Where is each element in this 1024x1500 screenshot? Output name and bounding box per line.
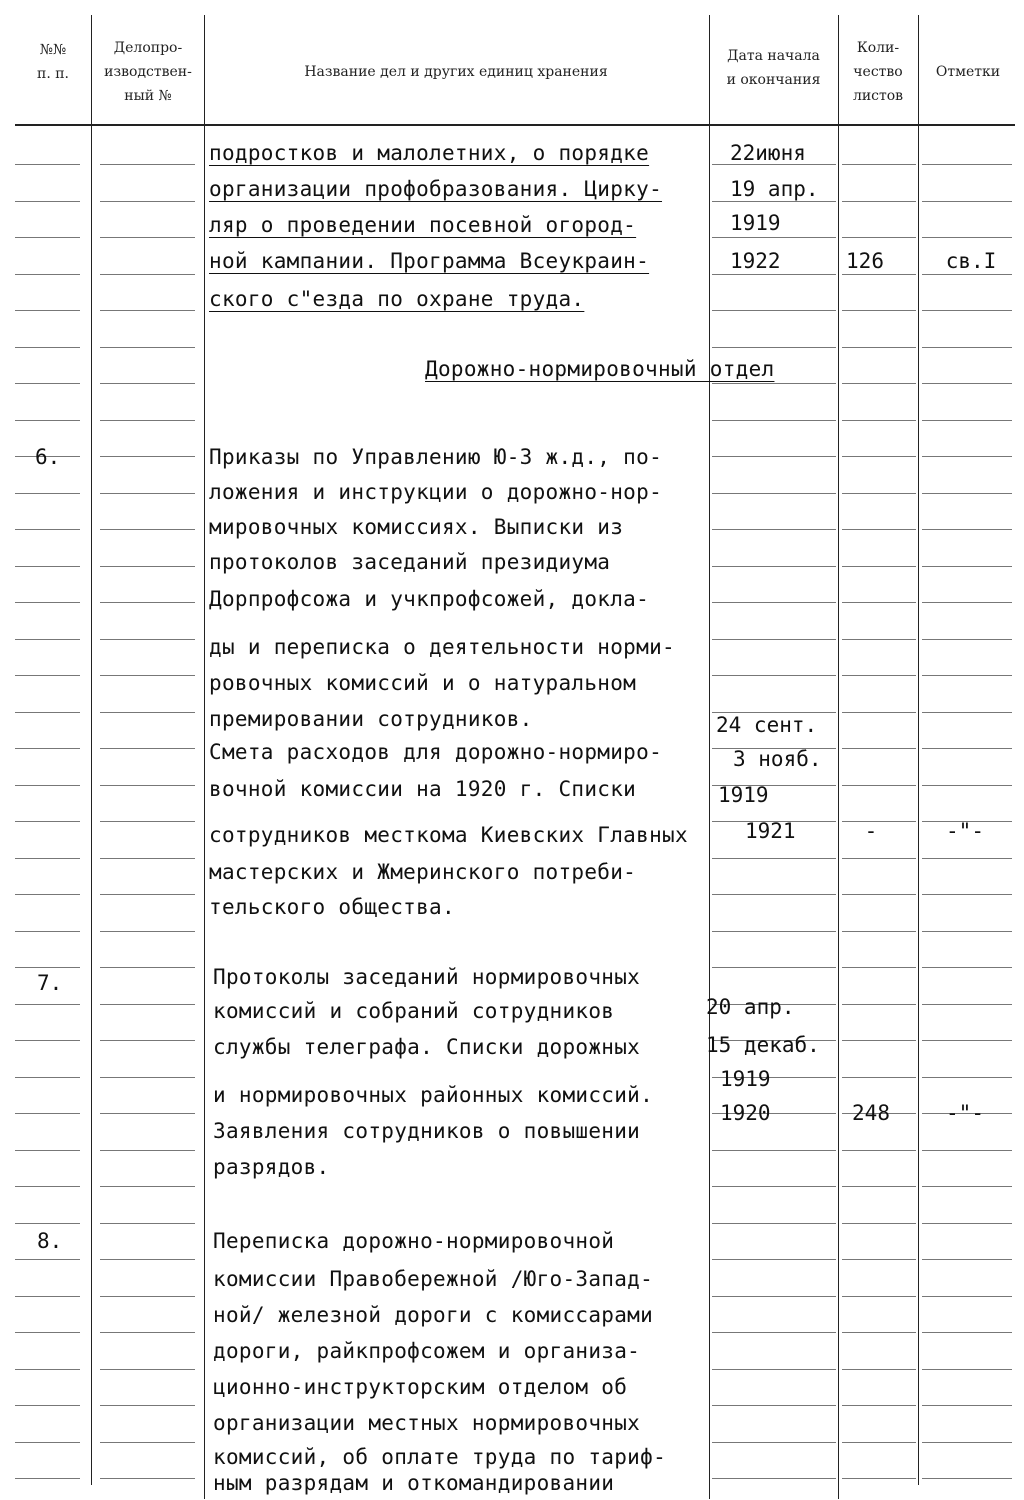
ruled-line xyxy=(15,274,80,275)
ruled-line xyxy=(15,493,80,494)
ruled-line xyxy=(922,529,1012,530)
header-num: №№ п. п. xyxy=(36,42,69,82)
entry-text-line: подростков и малолетних, о порядке xyxy=(209,141,650,165)
entry-text-line: мастерских и Жмеринского потреби- xyxy=(209,860,637,884)
entry-text-line: ным разрядам и откомандировании xyxy=(213,1471,615,1495)
ruled-line xyxy=(100,1150,195,1151)
ruled-line xyxy=(15,1369,80,1370)
ruled-line xyxy=(15,602,80,603)
ruled-line xyxy=(922,237,1012,238)
ruled-line xyxy=(100,274,195,275)
entry-text-line: протоколов заседаний президиума xyxy=(209,550,611,574)
date-value: 1922 xyxy=(730,249,781,273)
entry-text-line: ровочных комиссий и о натуральном xyxy=(209,671,637,695)
ruled-line xyxy=(922,493,1012,494)
ruled-line xyxy=(842,420,916,421)
ruled-line xyxy=(842,931,916,932)
ruled-line xyxy=(15,347,80,348)
column-divider xyxy=(709,15,710,1499)
date-value: 1921 xyxy=(745,819,796,843)
ruled-line xyxy=(712,1478,836,1479)
ruled-line xyxy=(100,1332,195,1333)
ruled-line xyxy=(100,1442,195,1443)
ruled-line xyxy=(15,821,80,822)
sheet-count: - xyxy=(864,819,878,843)
header-office-number: Делопро- изводствен- ный № xyxy=(104,40,192,104)
entry-text-line: ды и переписка о деятельности норми- xyxy=(209,635,675,659)
ruled-line xyxy=(712,1405,836,1406)
date-value: 22июня xyxy=(730,141,806,165)
ruled-line xyxy=(15,1077,80,1078)
ruled-line xyxy=(15,420,80,421)
ruled-line xyxy=(15,1405,80,1406)
ruled-line xyxy=(712,675,836,676)
ruled-line xyxy=(922,310,1012,311)
ruled-line xyxy=(100,1004,195,1005)
ruled-line xyxy=(922,1186,1012,1187)
ruled-line xyxy=(922,1040,1012,1041)
ruled-line xyxy=(842,237,916,238)
sheet-count: 126 xyxy=(846,249,884,273)
ruled-line xyxy=(922,1077,1012,1078)
entry-text-line: Смета расходов для дорожно-нормиро- xyxy=(209,740,663,764)
ruled-line xyxy=(15,383,80,384)
ruled-line xyxy=(842,1296,916,1297)
ruled-line xyxy=(712,1332,836,1333)
ruled-line xyxy=(922,894,1012,895)
ruled-line xyxy=(15,164,80,165)
ruled-line xyxy=(842,675,916,676)
ruled-line xyxy=(842,1259,916,1260)
ruled-line xyxy=(842,1478,916,1479)
ruled-line xyxy=(15,237,80,238)
entry-text-line: комиссий, об оплате труда по тариф- xyxy=(213,1445,667,1469)
date-value: 24 сент. xyxy=(716,713,818,737)
ruled-line xyxy=(15,566,80,567)
entry-text-line: ляр о проведении посевной огород- xyxy=(209,213,637,237)
section-title: Дорожно-нормировочный отдел xyxy=(425,357,775,381)
ruled-line xyxy=(15,1332,80,1333)
ruled-line xyxy=(842,858,916,859)
ruled-line xyxy=(842,529,916,530)
ruled-line xyxy=(15,1478,80,1479)
ruled-line xyxy=(922,347,1012,348)
ruled-line xyxy=(842,1223,916,1224)
ruled-line xyxy=(15,1442,80,1443)
ruled-line xyxy=(842,566,916,567)
entry-text-line: дороги, райкпрофсожем и организа- xyxy=(213,1339,641,1363)
ruled-line xyxy=(100,383,195,384)
date-value: 19 апр. xyxy=(730,177,819,201)
ruled-line xyxy=(842,785,916,786)
ruled-line xyxy=(842,201,916,202)
ruled-line xyxy=(842,1004,916,1005)
ruled-line xyxy=(922,1004,1012,1005)
ruled-line xyxy=(712,493,836,494)
ruled-line xyxy=(15,712,80,713)
ruled-line xyxy=(15,1150,80,1151)
ruled-line xyxy=(100,1369,195,1370)
ruled-line xyxy=(842,1186,916,1187)
ruled-line xyxy=(842,1150,916,1151)
ruled-line xyxy=(922,1478,1012,1479)
entry-number: 6. xyxy=(35,445,61,469)
ruled-line xyxy=(842,967,916,968)
entry-text-line: организации профобразования. Цирку- xyxy=(209,177,663,201)
entry-text-line: ложения и инструкции о дорожно-нор- xyxy=(209,480,663,504)
ruled-line xyxy=(15,639,80,640)
date-value: 3 нояб. xyxy=(733,747,822,771)
ruled-line xyxy=(15,1113,80,1114)
ruled-line xyxy=(842,1040,916,1041)
column-divider xyxy=(91,15,92,1485)
ruled-line xyxy=(100,858,195,859)
ruled-line xyxy=(922,201,1012,202)
notes-value: св.I xyxy=(945,249,997,273)
entry-text-line: ционно-инструкторским отделом об xyxy=(213,1375,628,1399)
ruled-line xyxy=(922,566,1012,567)
ruled-line xyxy=(100,201,195,202)
header-bottom-rule xyxy=(15,124,1015,126)
ruled-line xyxy=(100,529,195,530)
ruled-line xyxy=(922,1259,1012,1260)
entry-text-line: сотрудников месткома Киевских Главных xyxy=(209,823,688,847)
ruled-line xyxy=(100,931,195,932)
ruled-line xyxy=(15,529,80,530)
ruled-line xyxy=(100,347,195,348)
entry-text-line: организации местных нормировочных xyxy=(213,1411,641,1435)
ruled-line xyxy=(15,931,80,932)
ruled-line xyxy=(842,164,916,165)
entry-text-line: вочной комиссии на 1920 г. Списки xyxy=(209,777,637,801)
entry-text-line: ной кампании. Программа Всеукраин- xyxy=(209,249,650,273)
header-title: Название дел и других единиц хранения xyxy=(304,64,608,80)
ruled-line xyxy=(100,310,195,311)
entry-text-line: Протоколы заседаний нормировочных xyxy=(213,965,641,989)
ruled-line xyxy=(15,1259,80,1260)
ruled-line xyxy=(100,1113,195,1114)
column-divider xyxy=(838,15,839,1499)
ruled-line xyxy=(100,894,195,895)
entry-text-line: ной/ железной дороги с комиссарами xyxy=(213,1303,654,1327)
ruled-line xyxy=(100,420,195,421)
entry-text-line: Дорпрофсожа и учкпрофсожей, докла- xyxy=(209,587,650,611)
ruled-line xyxy=(922,602,1012,603)
ruled-line xyxy=(712,858,836,859)
ruled-line xyxy=(712,967,836,968)
ruled-line xyxy=(712,420,836,421)
ruled-line xyxy=(100,566,195,567)
ruled-line xyxy=(15,894,80,895)
notes-value: -"- xyxy=(946,1101,984,1125)
ruled-line xyxy=(842,1442,916,1443)
ruled-line xyxy=(922,164,1012,165)
date-value: 1919 xyxy=(730,211,781,235)
header-notes: Отметки xyxy=(935,64,1001,80)
ruled-line xyxy=(712,1259,836,1260)
ruled-line xyxy=(15,310,80,311)
ruled-line xyxy=(100,237,195,238)
date-value: 15 декаб. xyxy=(706,1033,820,1057)
ruled-line xyxy=(842,602,916,603)
ruled-line xyxy=(100,493,195,494)
ruled-line xyxy=(842,894,916,895)
entry-text-line: премировании сотрудников. xyxy=(209,707,533,731)
ruled-line xyxy=(100,1223,195,1224)
ruled-line xyxy=(922,712,1012,713)
column-divider xyxy=(918,15,919,1485)
ruled-line xyxy=(842,1077,916,1078)
entry-text-line: и нормировочных районных комиссий. xyxy=(213,1083,654,1107)
column-divider xyxy=(204,15,205,1499)
ruled-line xyxy=(842,493,916,494)
ruled-line xyxy=(842,310,916,311)
ruled-line xyxy=(842,1405,916,1406)
ruled-line xyxy=(712,1223,836,1224)
ruled-line xyxy=(100,602,195,603)
ruled-line xyxy=(922,420,1012,421)
ruled-line xyxy=(15,1296,80,1297)
ruled-line xyxy=(922,967,1012,968)
ruled-line xyxy=(712,1442,836,1443)
ruled-line xyxy=(15,1186,80,1187)
ruled-line xyxy=(842,712,916,713)
ruled-line xyxy=(100,675,195,676)
ruled-line xyxy=(15,748,80,749)
entry-text-line: ского с"езда по охране труда. xyxy=(209,287,585,311)
ruled-line xyxy=(100,1077,195,1078)
ruled-line xyxy=(712,894,836,895)
ruled-line xyxy=(712,1369,836,1370)
ruled-line xyxy=(712,602,836,603)
ruled-line xyxy=(712,1296,836,1297)
date-value: 1920 xyxy=(720,1101,771,1125)
ruled-line xyxy=(100,1186,195,1187)
sheet-count: 248 xyxy=(852,1101,890,1125)
ruled-line xyxy=(922,931,1012,932)
ruled-line xyxy=(842,1332,916,1333)
ruled-line xyxy=(100,748,195,749)
ruled-line xyxy=(922,456,1012,457)
ruled-line xyxy=(100,1405,195,1406)
ruled-line xyxy=(922,1150,1012,1151)
entry-number: 8. xyxy=(37,1229,63,1253)
ruled-line xyxy=(842,383,916,384)
ruled-line xyxy=(922,1296,1012,1297)
ruled-line xyxy=(15,201,80,202)
ruled-line xyxy=(712,1150,836,1151)
date-value: 20 апр. xyxy=(706,995,795,1019)
entry-text-line: службы телеграфа. Списки дорожных xyxy=(213,1035,641,1059)
notes-value: -"- xyxy=(946,819,984,843)
entry-text-line: Переписка дорожно-нормировочной xyxy=(213,1229,615,1253)
entry-text-line: комиссий и собраний сотрудников xyxy=(213,999,615,1023)
ruled-line xyxy=(100,639,195,640)
ruled-line xyxy=(15,1040,80,1041)
entry-number: 7. xyxy=(37,971,63,995)
header-sheet-count: Коли- чество листов xyxy=(852,40,904,104)
ruled-line xyxy=(100,1040,195,1041)
ruled-line xyxy=(712,566,836,567)
entry-text-line: тельского общества. xyxy=(209,895,455,919)
ruled-line xyxy=(842,639,916,640)
entry-text-line: Заявления сотрудников о повышении xyxy=(213,1119,641,1143)
ruled-line xyxy=(15,858,80,859)
ruled-line xyxy=(100,1296,195,1297)
ruled-line xyxy=(15,675,80,676)
header-dates: Дата начала и окончания xyxy=(726,48,821,88)
entry-text-line: разрядов. xyxy=(213,1155,330,1179)
ruled-line xyxy=(922,639,1012,640)
ruled-line xyxy=(712,1186,836,1187)
ruled-line xyxy=(922,675,1012,676)
ruled-line xyxy=(100,712,195,713)
ruled-line xyxy=(712,456,836,457)
ruled-line xyxy=(922,383,1012,384)
ruled-line xyxy=(842,748,916,749)
ruled-line xyxy=(842,1369,916,1370)
ruled-line xyxy=(922,1369,1012,1370)
date-value: 1919 xyxy=(720,1067,771,1091)
ruled-line xyxy=(842,456,916,457)
ruled-line xyxy=(712,639,836,640)
ruled-line xyxy=(922,858,1012,859)
ruled-line xyxy=(922,1332,1012,1333)
ruled-line xyxy=(712,529,836,530)
ruled-line xyxy=(100,821,195,822)
ruled-line xyxy=(712,347,836,348)
ruled-line xyxy=(842,347,916,348)
ruled-line xyxy=(100,164,195,165)
ruled-line xyxy=(922,1442,1012,1443)
ruled-line xyxy=(922,1223,1012,1224)
ruled-line xyxy=(922,748,1012,749)
ruled-line xyxy=(922,1405,1012,1406)
entry-text-line: комиссии Правобережной /Юго-Запад- xyxy=(213,1267,654,1291)
ruled-line xyxy=(100,1259,195,1260)
entry-text-line: мировочных комиссиях. Выписки из xyxy=(209,515,624,539)
entry-text-line: Приказы по Управлению Ю-З ж.д., по- xyxy=(209,445,663,469)
ruled-line xyxy=(100,967,195,968)
date-value: 1919 xyxy=(718,783,769,807)
ruled-line xyxy=(15,785,80,786)
ruled-line xyxy=(922,785,1012,786)
ruled-line xyxy=(712,310,836,311)
ruled-line xyxy=(15,1004,80,1005)
ruled-line xyxy=(712,931,836,932)
ruled-line xyxy=(100,785,195,786)
ruled-line xyxy=(100,1478,195,1479)
ruled-line xyxy=(100,456,195,457)
